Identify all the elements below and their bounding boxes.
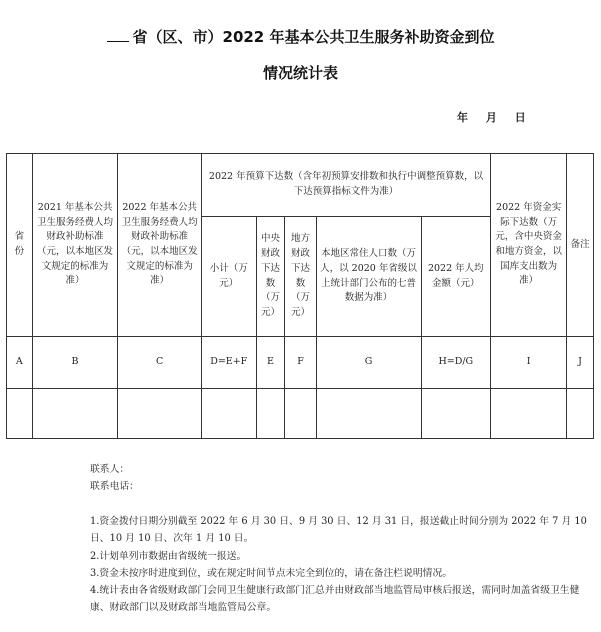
date-month: 月 <box>485 111 497 124</box>
date-line <box>457 109 540 125</box>
col-subtotal: 小计（万元） <box>201 217 256 337</box>
code-g: G <box>316 337 421 389</box>
date-year: 年 <box>457 111 468 124</box>
code-d: D=E+F <box>201 337 256 389</box>
data-cell[interactable] <box>316 389 421 439</box>
code-i: I <box>491 337 567 389</box>
contact-phone: 联系电话： <box>90 481 139 493</box>
data-cell[interactable] <box>201 389 256 439</box>
code-e: E <box>256 337 285 389</box>
col-std-2021: 2021 年基本公共卫生服务经费人均财政补助标准（元，以本地区发文规定的标准为准） <box>32 154 118 337</box>
data-cell[interactable] <box>285 389 316 439</box>
col-central: 中央财政下达数（万元） <box>256 217 285 337</box>
note-2: 2.计划单列市数据由省级统一报送。 <box>90 550 247 562</box>
statistics-table <box>6 153 594 439</box>
date-day: 日 <box>514 111 526 124</box>
notes-section <box>90 461 590 616</box>
code-a: A <box>7 337 33 389</box>
code-j: J <box>567 337 594 389</box>
data-cell[interactable] <box>256 389 285 439</box>
col-province: 省份 <box>7 154 33 337</box>
col-per-capita: 2022 年人均金额（元） <box>421 217 491 337</box>
code-c: C <box>118 337 202 389</box>
code-b: B <box>32 337 118 389</box>
document-title-line2: 情况统计表 <box>262 64 338 82</box>
note-4: 4.统计表由各省级财政部门会同卫生健康行政部门汇总并由财政部当地监管局审核后报送，需同时加盖省级卫生健康、财政部门以及财政部当地监管局公章。 <box>90 584 580 613</box>
note-1: 1.资金拨付日期分别截至 2022 年 6 月 30 日、9 月 30 日、12 月 31 日，报送截止时间分别为 2022 年 7 月 10 日、10 月 10 日、次年 1 月 10 日。 <box>90 516 587 545</box>
code-f: F <box>285 337 316 389</box>
data-cell[interactable] <box>7 389 33 439</box>
document-title-line1 <box>0 26 601 47</box>
data-cell[interactable] <box>118 389 202 439</box>
note-3: 3.资金未按序时进度到位，或在规定时间节点未完全到位的，请在备注栏说明情况。 <box>90 567 453 579</box>
province-blank <box>107 30 129 42</box>
group-budget: 2022 年预算下达数（含年初预算安排数和执行中调整预算数，以下达预算指标文件为准） <box>201 154 490 217</box>
data-cell[interactable] <box>567 389 594 439</box>
data-cell[interactable] <box>491 389 567 439</box>
title-text-1: 省（区、市）2022 年基本公共卫生服务补助资金到位 <box>132 28 495 46</box>
col-population: 本地区常住人口数（万人，以 2020 年省级以上统计部门公布的七普数据为准） <box>316 217 421 337</box>
col-remark: 备注 <box>567 154 594 337</box>
col-local: 地方财政下达数（万元） <box>285 217 316 337</box>
contact-person: 联系人： <box>90 464 130 475</box>
col-actual: 2022 年资金实际下达数（万元，含中央资金和地方资金，以国库支出数为准） <box>491 154 567 337</box>
data-cell[interactable] <box>32 389 118 439</box>
code-h: H=D/G <box>421 337 491 389</box>
col-std-2022: 2022 年基本公共卫生服务经费人均财政补助标准（元，以本地区发文规定的标准为准） <box>118 154 202 337</box>
data-cell[interactable] <box>421 389 491 439</box>
